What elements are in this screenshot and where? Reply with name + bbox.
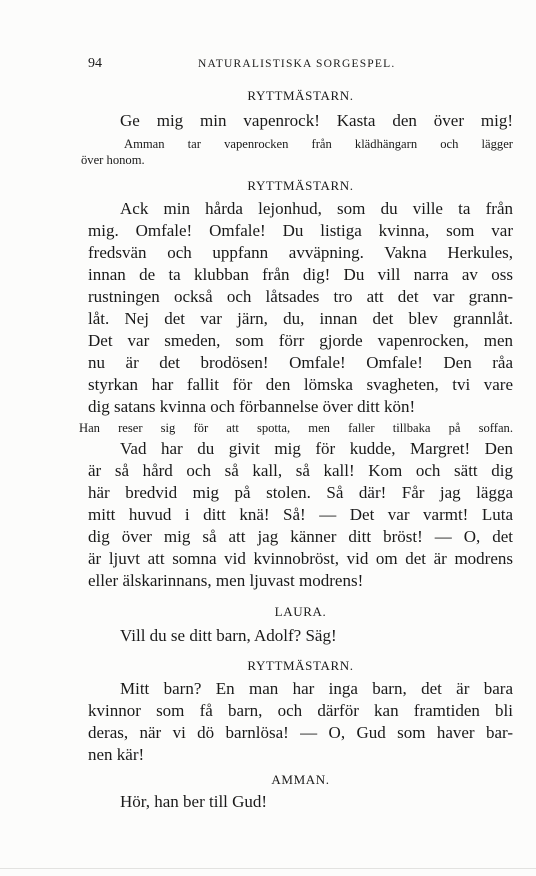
dialogue-line: nu är det brodösen! Omfale! Omfale! Den råa — [88, 353, 513, 372]
dialogue-line: innan de ta klubban från dig! Du vill narra av oss — [88, 265, 513, 284]
speaker-name: RYTTMÄSTARN. — [247, 88, 354, 103]
dialogue-line: rustningen också och låtsades tro att det var grann- — [88, 287, 513, 306]
dialogue-line: fredsvän och uppfann avväpning. Vakna Herkules, — [88, 243, 513, 262]
speaker-name: AMMAN. — [271, 772, 330, 787]
stage-direction: över honom. — [81, 153, 145, 167]
page-number: 94 — [88, 56, 102, 71]
dialogue-line: dig över mig så att jag känner ditt bröst! — O, det — [88, 527, 513, 546]
dialogue-line: Hör, han ber till Gud! — [120, 792, 268, 811]
dialogue-line: Vill du se ditt barn, Adolf? Säg! — [120, 626, 337, 645]
speaker-name: LAURA. — [274, 604, 327, 619]
speaker-name: RYTTMÄSTARN. — [247, 658, 354, 673]
stage-direction: Amman tar vapenrocken från klädhängarn och lägger — [124, 137, 513, 151]
dialogue-line: här bredvid mig på stolen. Så där! Får jag lägga — [88, 483, 513, 502]
running-title: NATURALISTISKA SORGESPEL. — [198, 58, 396, 70]
play-text — [79, 88, 513, 813]
dialogue-line: Ge mig min vapenrock! Kasta den över mig! — [120, 111, 513, 130]
dialogue-line: är så hård och så kall, så kall! Kom och sätt dig — [88, 461, 513, 480]
stage-direction: Han reser sig för att spotta, men faller tillbaka på soffan. — [79, 421, 513, 435]
dialogue-line: nen kär! — [88, 745, 145, 764]
speaker-name: RYTTMÄSTARN. — [247, 178, 354, 193]
dialogue-line: Det var smeden, som förr gjorde vapenrocken, men — [88, 331, 513, 350]
dialogue-line: Ack min hårda lejonhud, som du ville ta från — [120, 199, 513, 218]
dialogue-line: mig. Omfale! Omfale! Du listiga kvinna, som var — [88, 221, 513, 240]
dialogue-line: Vad har du givit mig för kudde, Margret! Den — [120, 439, 513, 458]
dialogue-line: dig satans kvinna och förbannelse över ditt kön! — [88, 397, 416, 416]
page-header — [88, 56, 510, 76]
dialogue-line: är ljuvt att somna vid kvinnobröst, vid om det är modrens — [88, 549, 513, 568]
scan-edge — [0, 868, 536, 869]
dialogue-line: deras, när vi dö barnlösa! — O, Gud som haver bar- — [88, 723, 513, 742]
dialogue-line: mitt huvud i ditt knä! Så! — Det var varmt! Luta — [88, 505, 513, 524]
dialogue-line: kvinnor som få barn, och därför kan framtiden bli — [88, 701, 513, 720]
dialogue-line: Mitt barn? En man har inga barn, det är bara — [120, 679, 513, 698]
dialogue-line: eller älskarinnans, men ljuvast modrens! — [88, 571, 364, 590]
dialogue-line: låt. Nej det var järn, du, innan det blev grannlåt. — [88, 309, 513, 328]
dialogue-line: styrkan har fallit för den lömska svagheten, tvi vare — [88, 375, 513, 394]
